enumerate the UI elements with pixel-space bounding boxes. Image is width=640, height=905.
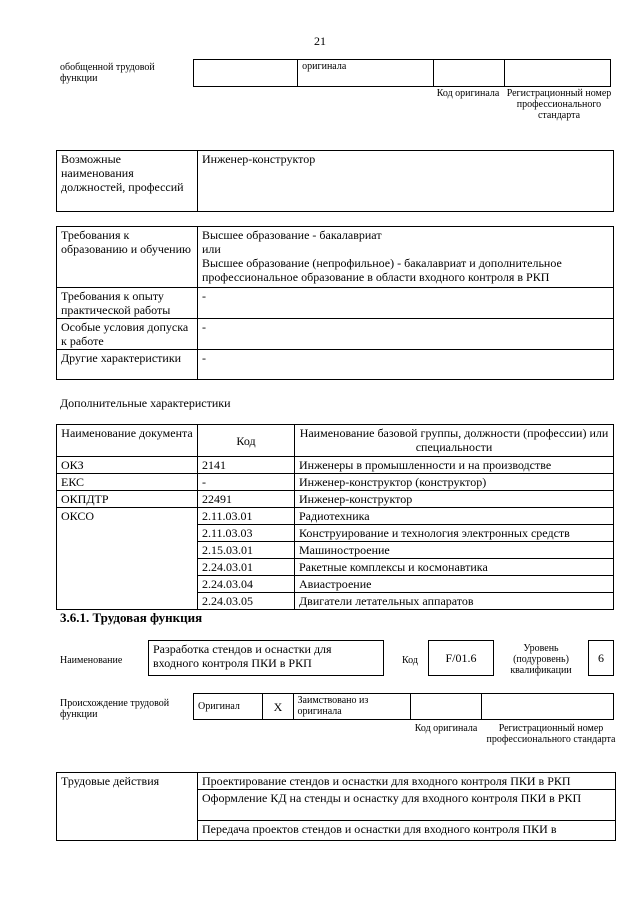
function-code-original-cell	[410, 694, 482, 720]
function-name-value: Разработка стендов и оснастки для входного контроля ПКИ в РКП	[148, 640, 384, 676]
action-item: Проектирование стендов и оснастки для входного контроля ПКИ в РКП	[198, 773, 616, 790]
actions-table	[56, 772, 616, 841]
function-reg-number-cell	[482, 694, 614, 720]
original-cell	[194, 694, 263, 720]
function-code-value: F/01.6	[428, 640, 494, 676]
function-reg-number-caption: Регистрационный номер профессионального стандарта	[486, 723, 616, 745]
header-document: Наименование документа	[57, 425, 198, 457]
row-code: 2.11.03.01	[198, 508, 295, 525]
row-code: 22491	[198, 491, 295, 508]
borrowed-label: оригинала	[302, 61, 347, 72]
req-access-value: -	[198, 319, 614, 350]
row-name: Двигатели летательных аппаратов	[295, 593, 614, 610]
row-name: Машиностроение	[295, 542, 614, 559]
action-item: Передача проектов стендов и оснастки для входного контроля ПКИ в	[198, 821, 616, 841]
row-name: Инженер-конструктор	[295, 491, 614, 508]
req-education-line: или	[202, 242, 221, 256]
row-doc: ЕКС	[57, 474, 198, 491]
original-mark: X	[263, 694, 293, 720]
positions-value: Инженер-конструктор	[198, 151, 614, 212]
additional-title: Дополнительные характеристики	[60, 396, 231, 410]
req-access-label: Особые условия допуска к работе	[57, 319, 198, 350]
row-doc: ОКПДТР	[57, 491, 198, 508]
requirements-table	[56, 226, 614, 380]
header-name: Наименование базовой группы, должности (профессии) или специальности	[295, 425, 614, 457]
positions-table	[56, 150, 614, 212]
code-original-caption: Код оригинала	[436, 88, 500, 99]
function-name-label: Наименование	[60, 655, 123, 666]
req-other-label: Другие характеристики	[57, 350, 198, 380]
reg-number-caption: Регистрационный номер профессионального стандарта	[506, 88, 612, 121]
positions-label: Возможные наименования должностей, профессий	[57, 151, 198, 212]
req-education-value	[198, 227, 614, 288]
additional-table	[56, 424, 614, 610]
borrowed-cell	[298, 60, 434, 87]
row-code: 2.15.03.01	[198, 542, 295, 559]
origin-cell-empty	[194, 60, 298, 87]
row-code: 2.11.03.03	[198, 525, 295, 542]
row-code: 2.24.03.04	[198, 576, 295, 593]
row-name: Ракетные комплексы и космонавтика	[295, 559, 614, 576]
row-code: 2141	[198, 457, 295, 474]
req-education-line: Высшее образование (непрофильное) - бакалавриат и дополнительное профессиональное образование в области входного контроля в РКП	[202, 256, 562, 284]
function-origin-label: Происхождение трудовой функции	[60, 698, 170, 720]
origin-label: обобщенной трудовой функции	[60, 62, 155, 84]
row-name: Инженер-конструктор (конструктор)	[295, 474, 614, 491]
row-name: Авиастроение	[295, 576, 614, 593]
row-code: 2.24.03.01	[198, 559, 295, 576]
req-education-label: Требования к образованию и обучению	[57, 227, 198, 288]
req-other-value: -	[198, 350, 614, 380]
req-experience-value: -	[198, 288, 614, 319]
function-code-label: Код	[402, 655, 418, 666]
row-code: 2.24.03.05	[198, 593, 295, 610]
function-origin-table	[193, 693, 614, 720]
actions-label: Трудовые действия	[57, 773, 198, 841]
section-title: 3.6.1. Трудовая функция	[60, 610, 203, 625]
reg-number-cell	[504, 60, 610, 87]
original-label: Оригинал	[198, 701, 240, 712]
row-code: -	[198, 474, 295, 491]
row-doc: ОКСО	[57, 508, 198, 610]
row-name: Радиотехника	[295, 508, 614, 525]
code-original-cell	[434, 60, 504, 87]
function-level-value: 6	[588, 640, 614, 676]
action-item: Оформление КД на стенды и оснастку для входного контроля ПКИ в РКП	[198, 790, 616, 821]
row-doc: ОКЗ	[57, 457, 198, 474]
row-name: Инженеры в промышленности и на производстве	[295, 457, 614, 474]
row-name: Конструирование и технология электронных средств	[295, 525, 614, 542]
function-code-original-caption: Код оригинала	[414, 723, 478, 734]
header-code: Код	[198, 425, 295, 457]
page-number: 21	[314, 34, 326, 48]
origin-table	[193, 59, 611, 87]
borrowed-label: Заимствовано из оригинала	[293, 694, 410, 720]
function-level-label: Уровень (подуровень) квалификации	[510, 643, 572, 676]
req-experience-label: Требования к опыту практической работы	[57, 288, 198, 319]
req-education-line: Высшее образование - бакалавриат	[202, 228, 382, 242]
